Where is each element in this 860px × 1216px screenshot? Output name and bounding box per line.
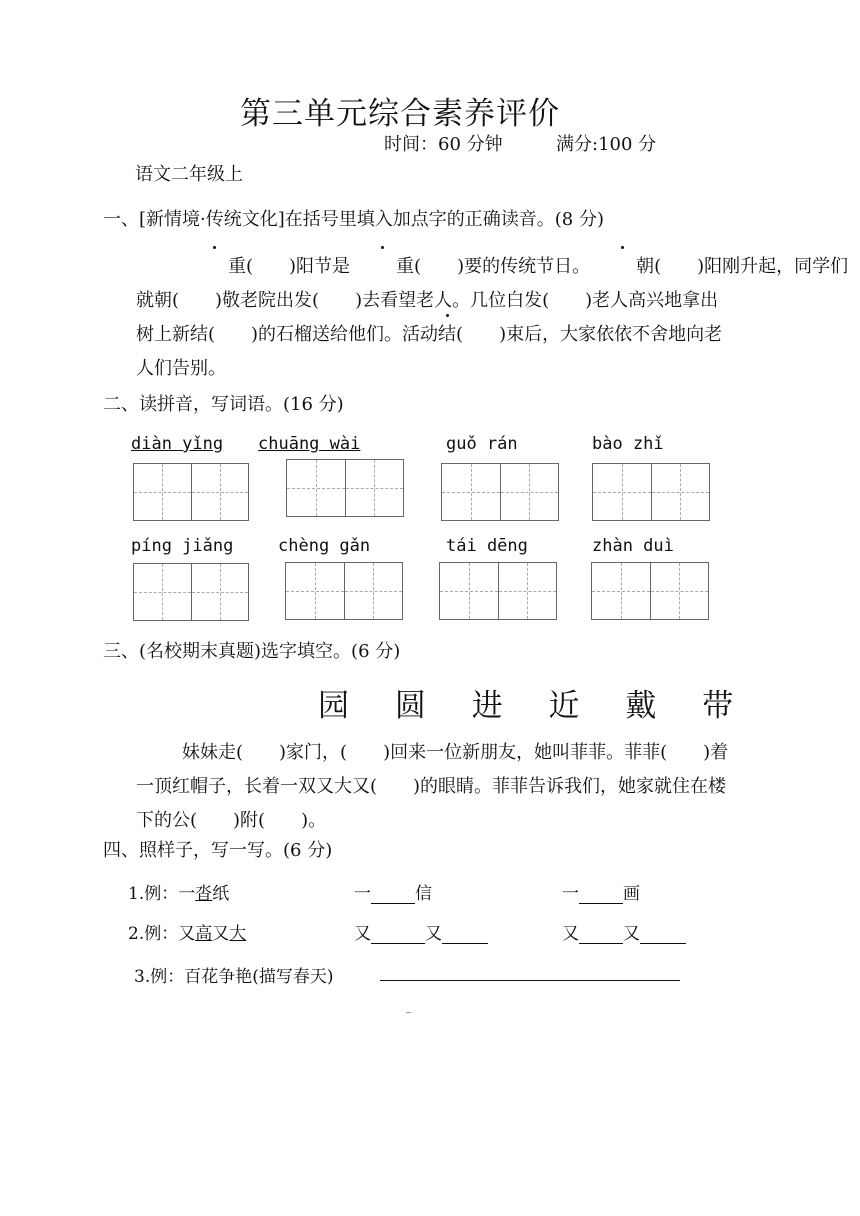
section3-passage (136, 736, 766, 838)
answer-line[interactable] (380, 980, 680, 981)
choice-characters: 园 圆 进 近 戴 带 (318, 688, 752, 724)
pinyin-1: diàn yǐng (131, 434, 224, 454)
passage-line-1 (136, 250, 849, 284)
answer-blank[interactable] (442, 925, 488, 944)
answer-suffix: 画 (623, 884, 640, 904)
example-label: 2.例：又 (128, 924, 196, 944)
pinyin-3: guǒ rán (446, 434, 518, 454)
answer-2a (354, 919, 488, 944)
writing-grid[interactable] (441, 463, 559, 521)
writing-grid[interactable] (285, 562, 403, 620)
pinyin-8: zhàn duì (592, 536, 674, 556)
answer-prefix: 又 (562, 924, 579, 944)
grid-cell (592, 563, 651, 619)
grid-cell (134, 564, 192, 620)
answer-prefix: 一 (562, 884, 579, 904)
underlined-word: 高 (195, 924, 213, 944)
answer-1a (354, 879, 432, 904)
section2-heading: 二、读拼音，写词语。(16 分) (103, 394, 344, 415)
writing-grid[interactable] (286, 459, 404, 517)
example-label: 1.例：一 (128, 884, 196, 904)
text-segment: 树上新结( )的石榴送给他们。活动 (136, 324, 439, 345)
grid-cell (593, 464, 652, 520)
answer-blank[interactable] (371, 925, 425, 944)
answer-blank[interactable] (579, 885, 623, 904)
dotted-char: 重 (182, 250, 246, 284)
grid-cell (346, 460, 404, 516)
grid-cell (652, 464, 710, 520)
pinyin-2: chuāng wài (258, 434, 361, 454)
grid-cell (442, 464, 501, 520)
answer-blank[interactable] (579, 925, 623, 944)
writing-grid[interactable] (591, 562, 709, 620)
grid-cell (345, 563, 403, 619)
example-label: 3.例：百花争艳(描写春天) (134, 967, 334, 987)
answer-suffix: 信 (415, 884, 432, 904)
example-3 (134, 962, 333, 987)
example-text: 纸 (212, 884, 230, 904)
answer-prefix: 一 (354, 884, 371, 904)
grid-cell (501, 464, 559, 520)
answer-middle: 又 (425, 924, 442, 944)
dotted-char: 重 (350, 250, 414, 284)
answer-blank[interactable] (371, 885, 415, 904)
text-segment: ( )阳刚升起，同学们 (654, 256, 849, 277)
text-segment: ( )阳节是 (246, 256, 351, 277)
example-2 (128, 919, 246, 944)
section1-passage (136, 250, 849, 386)
passage-line-2: 就朝( )敬老院出发( )去看望老人。几位白发( )老人高兴地拿出 (136, 290, 719, 311)
grid-cell (287, 460, 346, 516)
underlined-word: 大 (229, 924, 247, 944)
passage-line-3 (136, 318, 766, 352)
section4-heading: 四、照样子，写一写。(6 分) (103, 840, 333, 861)
answer-prefix: 又 (354, 924, 371, 944)
writing-grid[interactable] (133, 463, 249, 521)
example-1 (128, 879, 229, 904)
page-title: 第三单元综合素养评价 (240, 96, 560, 132)
section1-heading: 一、[新情境·传统文化]在括号里填入加点字的正确读音。(8 分) (103, 209, 604, 230)
writing-grid[interactable] (592, 463, 710, 521)
underlined-word: 沓 (195, 884, 213, 904)
pinyin-6: chèng gǎn (278, 536, 371, 556)
passage-line-1: 妹妹走( )家门，( )回来一位新朋友，她叫菲菲。菲菲( )着 (182, 742, 729, 763)
grid-cell (651, 563, 709, 619)
writing-grid[interactable] (133, 563, 249, 621)
grid-cell (440, 563, 499, 619)
answer-1b (562, 879, 640, 904)
exam-score: 满分:100 分 (556, 134, 657, 155)
grid-cell (499, 563, 557, 619)
text-segment: ( )束后，大家依依不舍地向老 (456, 324, 723, 345)
grid-cell (192, 464, 249, 520)
grid-cell (286, 563, 345, 619)
answer-middle: 又 (623, 924, 640, 944)
pinyin-4: bào zhǐ (592, 434, 664, 454)
pinyin-7: tái dēng (446, 536, 528, 556)
grid-cell (134, 464, 192, 520)
passage-line-3: 下的公( )附( )。 (136, 810, 327, 831)
dotted-char: 结 (438, 318, 456, 352)
exam-time: 时间：60 分钟 (384, 134, 503, 155)
dotted-char: 朝 (590, 250, 654, 284)
passage-line-2: 一顶红帽子，长着一双又大又( )的眼睛。菲菲告诉我们，她家就住在楼 (136, 776, 727, 797)
passage-line-4: 人们告别。 (136, 358, 226, 379)
text-segment: ( )要的传统节日。 (414, 256, 591, 277)
answer-2b (562, 919, 686, 944)
answer-blank[interactable] (640, 925, 686, 944)
subject-label: 语文二年级上 (135, 164, 243, 185)
grid-cell (192, 564, 249, 620)
mark (406, 1012, 411, 1013)
example-text: 又 (212, 924, 230, 944)
writing-grid[interactable] (439, 562, 557, 620)
pinyin-5: píng jiǎng (131, 536, 234, 556)
section3-heading: 三、(名校期末真题)选字填空。(6 分) (103, 641, 401, 662)
